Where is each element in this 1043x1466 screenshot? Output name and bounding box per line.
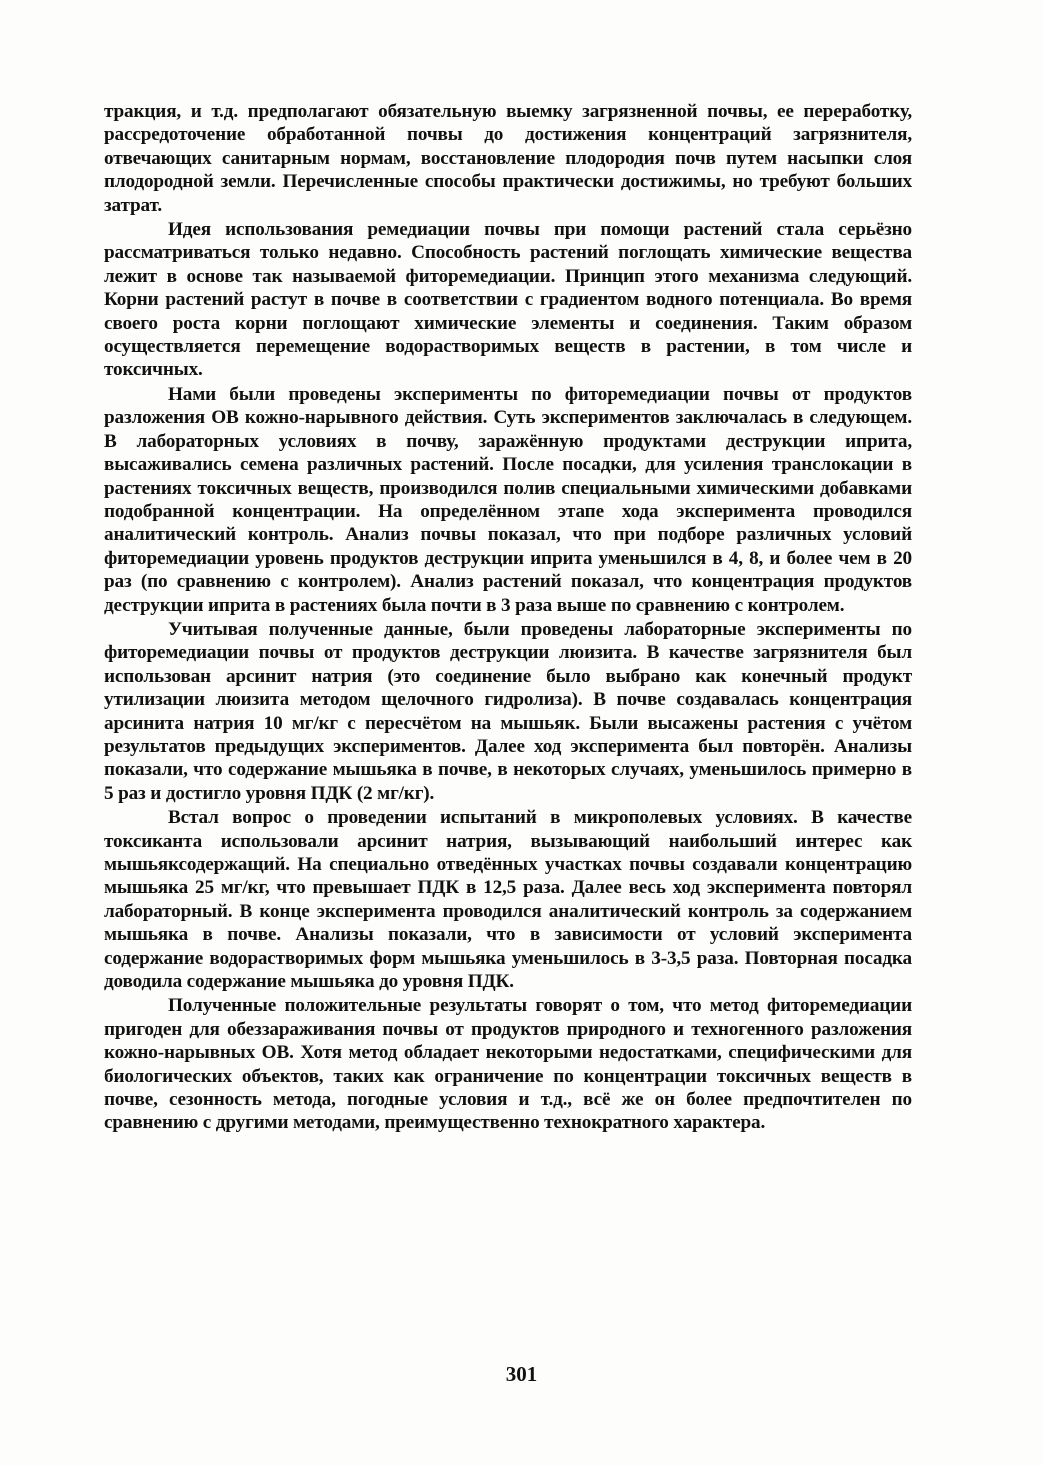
paragraph-5: Встал вопрос о проведении испытаний в микрополевых условиях. В качестве токсиканта использовали арсинит натрия, вызывающий наибольший интерес как мышьяксодержащий. На специально отведённых участках почвы создавали концентрацию мышьяка 25 мг/кг, что превышает ПДК в 12,5 раза. Далее весь ход эксперимента повторял лабораторный. В конце эксперимента проводился аналитический контроль за содержанием мышьяка в почве. Анализы показали, что в зависимости от условий эксперимента содержание водорастворимых форм мышьяка уменьшилось в 3-3,5 раза. Повторная посадка доводила содержание мышьяка до уровня ПДК. [104, 807, 912, 993]
paragraph-1: тракция, и т.д. предполагают обязательную выемку загрязненной почвы, ее переработку, рассредоточение обработанной почвы до достижения концентраций загрязнителя, отвечающих санитарным нормам, восстановление плодородия почв путем насыпки слоя плодородной земли. Перечисленные способы практически достижимы, но требуют больших затрат. [104, 101, 912, 216]
paragraph-6: Полученные положительные результаты говорят о том, что метод фиторемедиации пригоден для обеззараживания почвы от продуктов природного и техногенного разложения кожно-нарывных ОВ. Хотя метод обладает некоторыми недостатками, специфическими для биологических объектов, таких как ограничение по концентрации токсичных веществ в почве, сезонность метода, погодные условия и т.д., всё же он более предпочтителен по сравнению с другими методами, преимущественно технократного характера. [104, 995, 912, 1134]
paragraph-4: Учитывая полученные данные, были проведены лабораторные эксперименты по фиторемедиации почвы от продуктов деструкции люизита. В качестве загрязнителя был использован арсинит натрия (это соединение было выбрано как конечный продукт утилизации люизита методом щелочного гидролиза). В почве создавалась концентрация арсинита натрия 10 мг/кг с пересчётом на мышьяк. Были высажены растения с учётом результатов предыдущих экспериментов. Далее ход эксперимента был повторён. Анализы показали, что содержание мышьяка в почве, в некоторых случаях, уменьшилось примерно в 5 раз и достигло уровня ПДК (2 мг/кг). [104, 618, 912, 804]
body-text [104, 100, 912, 1136]
paragraph-3: Нами были проведены эксперименты по фиторемедиации почвы от продуктов разложения ОВ кожно-нарывного действия. Суть экспериментов заключалась в следующем. В лабораторных условиях в почву, заражённую продуктами деструкции иприта, высаживались семена различных растений. После посадки, для усиления транслокации в растениях токсичных веществ, производился полив специальными химическими добавками подобранной концентрации. На определённом этапе хода эксперимента проводился аналитический контроль. Анализ почвы показал, что при подборе различных условий фиторемедиации уровень продуктов деструкции иприта уменьшился в 4, 8, и более чем в 20 раз (по сравнению с контролем). Анализ растений показал, что концентрация продуктов деструкции иприта в растениях была почти в 3 раза выше по сравнению с контролем. [104, 383, 912, 616]
paragraph-2: Идея использования ремедиации почвы при помощи растений стала серьёзно рассматриваться только недавно. Способность растений поглощать химические вещества лежит в основе так называемой фиторемедиации. Принцип этого механизма следующий. Корни растений растут в почве в соответствии с градиентом водного потенциала. Во время своего роста корни поглощают химические элементы и соединения. Таким образом осуществляется перемещение водорастворимых веществ в растении, в том числе и токсичных. [104, 219, 912, 381]
page-number: 301 [505, 1362, 538, 1386]
